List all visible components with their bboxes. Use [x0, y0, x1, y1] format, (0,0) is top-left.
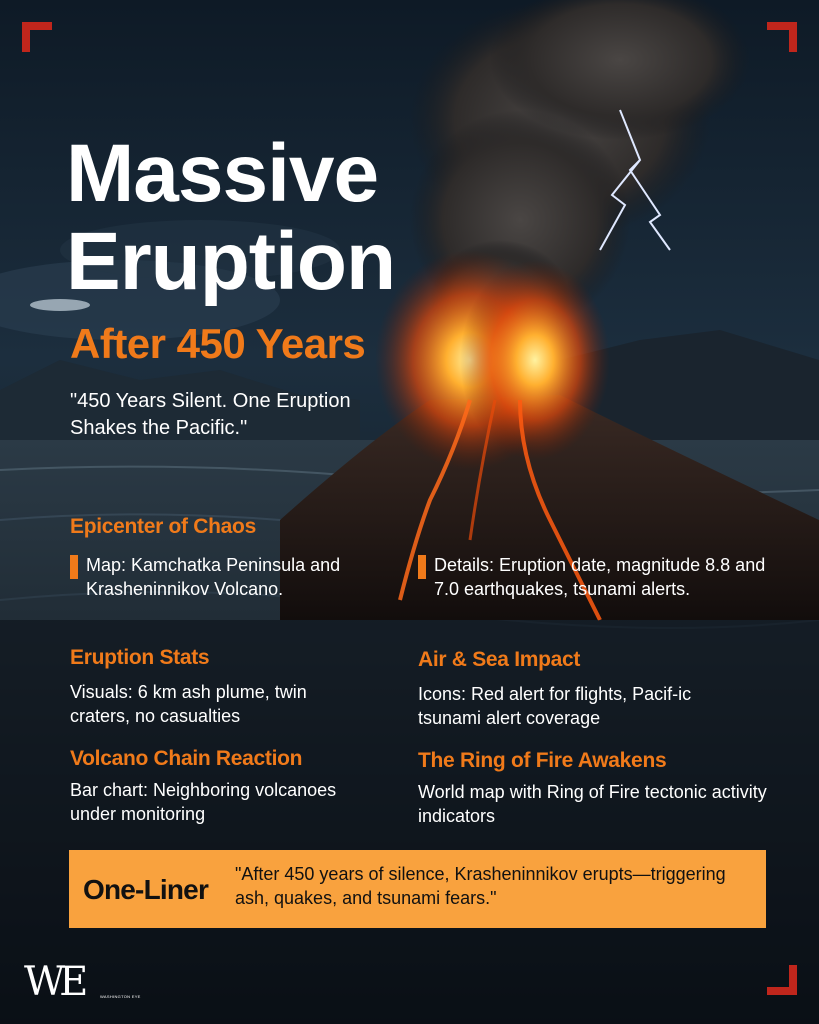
title-line-2: Eruption — [66, 216, 396, 307]
corner-bracket-top-right — [767, 22, 797, 52]
volcano-chain-text: Bar chart: Neighboring volcanoes under monitoring — [70, 780, 337, 824]
eruption-stats-text: Visuals: 6 km ash plume, twin craters, no casualties — [70, 682, 307, 726]
corner-bracket-bottom-right — [767, 965, 797, 995]
air-sea-impact-text: Icons: Red alert for flights, Pacif-ic tsunami alert coverage — [418, 684, 692, 728]
page-title — [66, 130, 395, 306]
washington-eye-logo — [24, 959, 141, 1005]
bullet-marker — [70, 555, 78, 579]
epicenter-details-text: Details: Eruption date, magnitude 8.8 and 7.0 earthquakes, tsunami alerts. — [434, 555, 766, 599]
epicenter-map-text: Map: Kamchatka Peninsula and Krasheninnikov Volcano. — [86, 555, 341, 599]
page-subtitle: After 450 Years — [70, 320, 366, 367]
volcano-chain-heading: Volcano Chain Reaction — [70, 747, 303, 770]
tagline-quote: "450 Years Silent. One Eruption Shakes the Pacific." — [70, 390, 351, 439]
eruption-stats-heading: Eruption Stats — [70, 646, 210, 669]
one-liner-label: One-Liner — [83, 874, 209, 905]
epicenter-heading: Epicenter of Chaos — [70, 515, 256, 538]
corner-bracket-top-left — [22, 22, 52, 52]
one-liner-text: "After 450 years of silence, Krasheninnikov erupts—triggering ash, quakes, and tsunami fears." — [235, 864, 726, 908]
ring-of-fire-text: World map with Ring of Fire tectonic activity indicators — [418, 782, 767, 826]
air-sea-impact-heading: Air & Sea Impact — [418, 648, 581, 671]
title-line-1: Massive — [66, 128, 379, 219]
one-liner-box — [69, 850, 766, 928]
bullet-marker — [418, 555, 426, 579]
ring-of-fire-heading: The Ring of Fire Awakens — [418, 749, 667, 772]
logo-mark: WE — [24, 959, 83, 1005]
logo-tagline: WASHINGTON EYE — [100, 994, 141, 999]
